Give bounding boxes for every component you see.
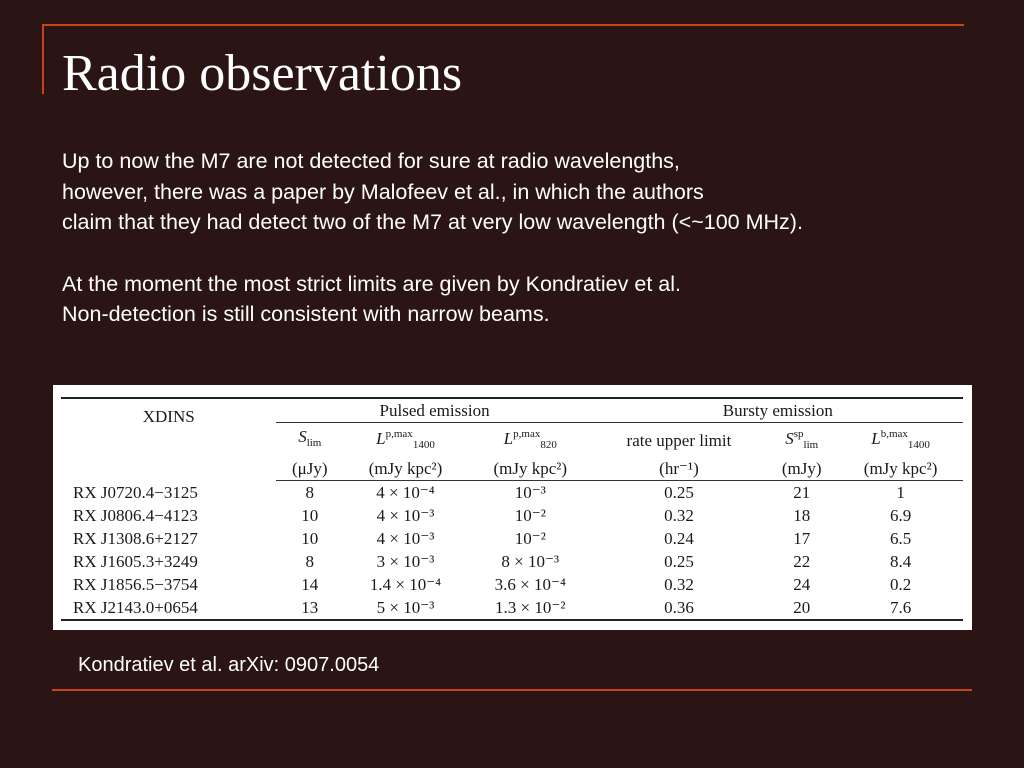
group-header-pulsed: Pulsed emission (276, 398, 592, 423)
cell-l1400p: 4 × 10⁻⁴ (376, 483, 435, 502)
cell-rate: 0.32 (664, 575, 694, 594)
cell-name: RX J0720.4−3125 (73, 482, 198, 502)
cell-s-lim: 14 (301, 575, 319, 594)
col-header-l820-pulsed: $L^{p,max}_{820}$ (503, 428, 557, 451)
col-header-rate: rate upper limit (626, 430, 732, 450)
body-line: claim that they had detect two of the M7 at very low wavelength (<~100 MHz). (62, 210, 803, 234)
unit-l1400-pulsed: (mJy kpc²) (343, 457, 468, 481)
cell-l1400p: 4 × 10⁻³ (376, 529, 435, 548)
table-row (61, 596, 963, 620)
cell-s-lim: 8 (305, 483, 315, 502)
cell-rate: 0.25 (664, 552, 694, 571)
cell-rate: 0.36 (664, 598, 694, 617)
cell-l1400p: 1.4 × 10⁻⁴ (369, 575, 442, 594)
unit-s-lim-sp: (mJy) (765, 457, 838, 481)
table-body (61, 481, 963, 621)
cell-name: RX J1605.3+3249 (73, 552, 198, 571)
cell-s-lim-sp: 18 (793, 506, 811, 525)
unit-s-lim: (μJy) (276, 457, 343, 481)
body-line: At the moment the most strict limits are given by Kondratiev et al. (62, 271, 681, 296)
cell-l1400b: 8.4 (889, 552, 912, 571)
cell-name: RX J0806.4−4123 (73, 506, 198, 525)
cell-l820p: 1.3 × 10⁻² (495, 598, 566, 617)
body-line: Up to now the M7 are not detected for sure at radio wavelengths, (62, 149, 680, 173)
cell-name: RX J1308.6+2127 (73, 529, 198, 548)
cell-s-lim: 10 (301, 529, 319, 548)
cell-l820p: 3.6 × 10⁻⁴ (494, 575, 566, 594)
unit-l1400-bursty: (mJy kpc²) (838, 457, 963, 481)
cell-l820p: 10⁻² (514, 506, 546, 525)
table-group-header-row (61, 398, 963, 423)
table-row (61, 527, 963, 550)
table-row (61, 504, 963, 527)
cell-l1400p: 4 × 10⁻³ (376, 506, 435, 525)
cell-s-lim: 13 (301, 598, 319, 617)
cell-l1400b: 7.6 (889, 598, 912, 617)
cell-s-lim-sp: 20 (793, 598, 811, 617)
citation: Kondratiev et al. arXiv: 0907.0054 (78, 654, 380, 676)
cell-l1400p: 5 × 10⁻³ (376, 598, 435, 617)
slide-title: Radio observations (62, 45, 463, 102)
cell-l1400b: 6.5 (889, 529, 912, 548)
col-header-l1400-pulsed: $L^{p,max}_{1400}$ (376, 428, 435, 451)
cell-rate: 0.24 (664, 529, 694, 548)
cell-l820p: 8 × 10⁻³ (501, 552, 560, 571)
cell-l820p: 10⁻² (514, 529, 546, 548)
body-line: however, there was a paper by Malofeev et al., in which the authors (62, 179, 704, 204)
col-header-xdins: XDINS (142, 407, 195, 426)
cell-rate: 0.25 (664, 483, 694, 502)
table-row (61, 481, 963, 505)
unit-rate: (hr⁻¹) (593, 457, 766, 481)
title-rule-top (42, 24, 964, 26)
cell-l1400b: 0.2 (889, 575, 912, 594)
title-rule-left (42, 24, 44, 94)
footer-rule (52, 689, 972, 691)
table-row (61, 573, 963, 596)
unit-l820-pulsed: (mJy kpc²) (468, 457, 593, 481)
slide-body (62, 146, 982, 330)
cell-s-lim-sp: 24 (793, 575, 811, 594)
body-line: Non-detection is still consistent with narrow beams. (62, 302, 550, 326)
cell-rate: 0.32 (664, 506, 694, 525)
group-header-bursty: Bursty emission (593, 398, 963, 423)
cell-l1400b: 6.9 (889, 506, 912, 525)
table-row (61, 550, 963, 573)
col-header-s-lim-sp: $S^{sp}_{lim}$ (785, 428, 819, 451)
cell-s-lim-sp: 22 (793, 552, 811, 571)
cell-s-lim-sp: 17 (793, 529, 811, 548)
limits-table-image (53, 385, 972, 630)
cell-l1400p: 3 × 10⁻³ (376, 552, 435, 571)
radio-limits-table (61, 397, 963, 621)
cell-s-lim: 8 (305, 552, 315, 571)
cell-name: RX J1856.5−3754 (73, 575, 198, 594)
cell-l820p: 10⁻³ (514, 483, 546, 502)
paragraph-gap (62, 238, 982, 269)
cell-s-lim: 10 (301, 506, 319, 525)
cell-s-lim-sp: 21 (793, 483, 811, 502)
col-header-s-lim: $S_{lim}$ (298, 427, 322, 449)
cell-l1400b: 1 (896, 483, 905, 502)
cell-name: RX J2143.0+0654 (73, 598, 198, 617)
col-header-l1400-bursty: $L^{b,max}_{1400}$ (871, 428, 930, 451)
